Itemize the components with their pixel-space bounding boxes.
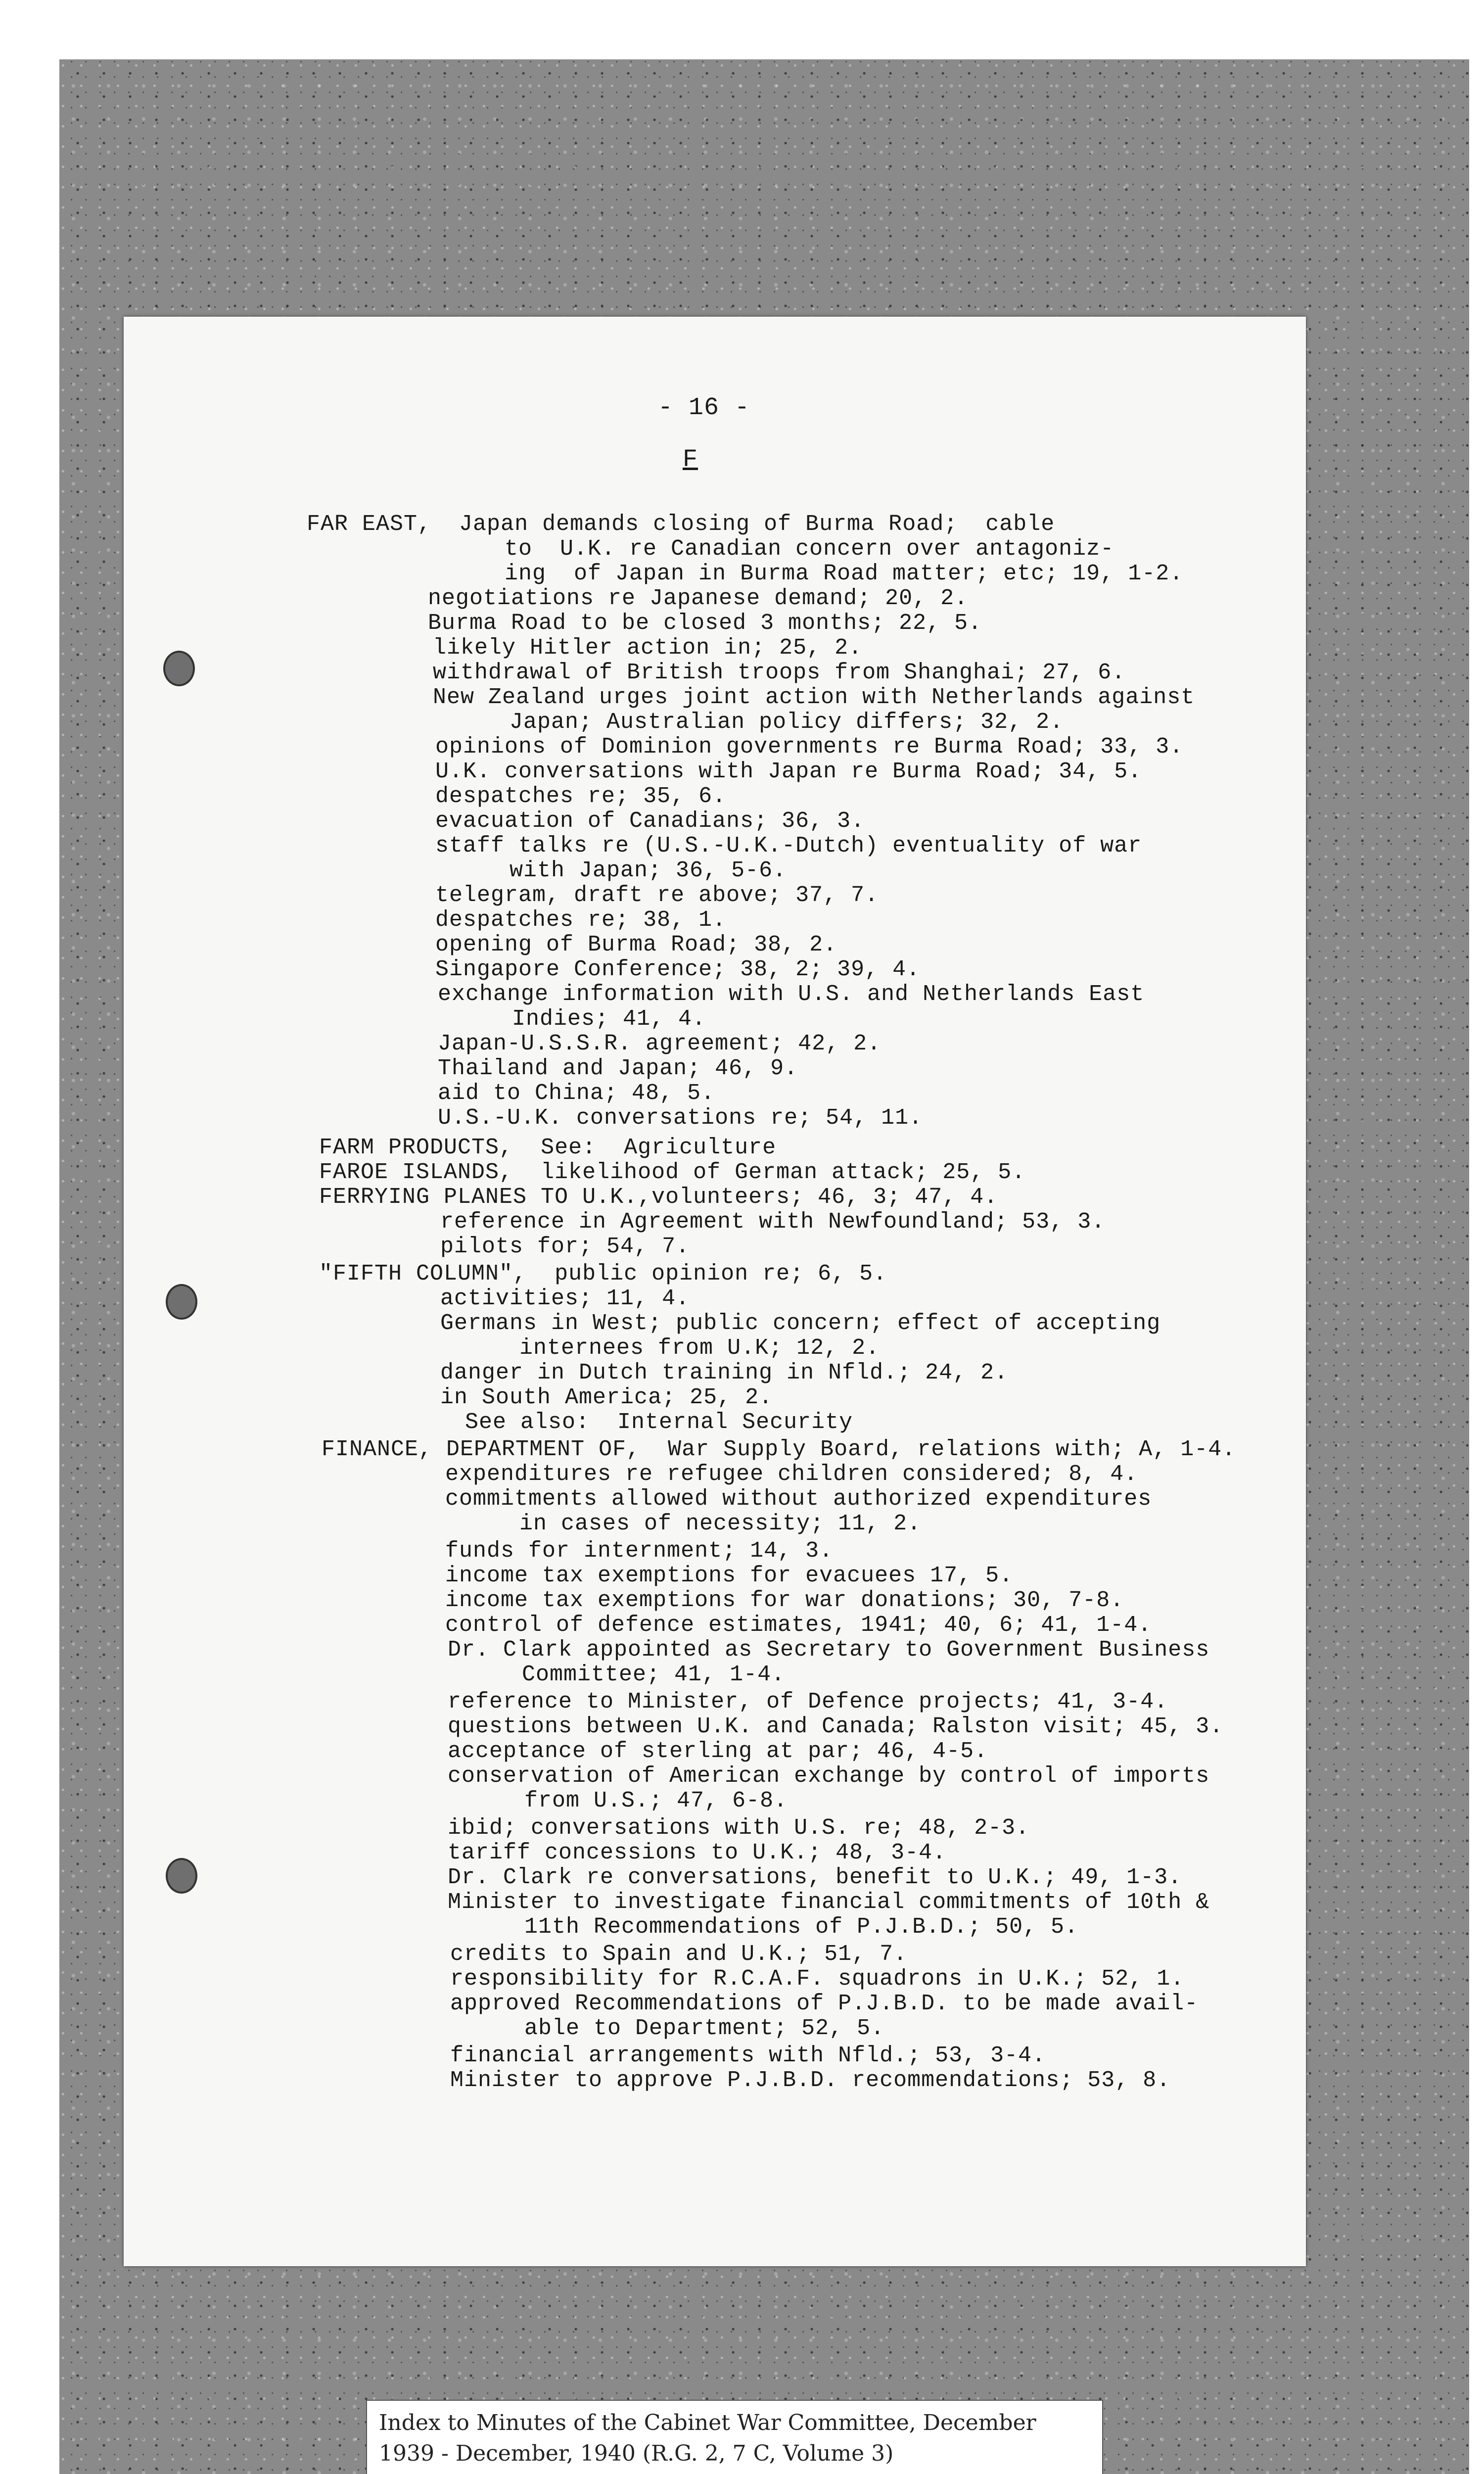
caption-line-2: 1939 - December, 1940 (R.G. 2, 7 C, Volume 3)	[379, 2441, 894, 2466]
entry-line: control of defence estimates, 1941; 40, 6; 41, 1-4.	[445, 1613, 1152, 1638]
entry-line: aid to China; 48, 5.	[438, 1081, 715, 1106]
entry-line: to U.K. re Canadian concern over antagoniz-	[505, 536, 1114, 562]
entry-line: expenditures re refugee children considered; 8, 4.	[445, 1462, 1138, 1487]
entry-line: questions between U.K. and Canada; Ralston visit; 45, 3.	[448, 1714, 1224, 1739]
entry-line: income tax exemptions for war donations; 30, 7-8.	[445, 1588, 1124, 1613]
entry-line: despatches re; 38, 1.	[435, 907, 727, 933]
entry-line: Germans in West; public concern; effect of accepting	[440, 1311, 1161, 1336]
entry-line: funds for internment; 14, 3.	[445, 1538, 834, 1564]
entry-line: reference to Minister, of Defence projects; 41, 3-4.	[448, 1689, 1168, 1714]
entry-line: approved Recommendations of P.J.B.D. to be made avail-	[450, 1991, 1199, 2016]
entry-line: Singapore Conference; 38, 2; 39, 4.	[435, 957, 921, 982]
entry-line: from U.S.; 47, 6-8.	[524, 1788, 788, 1813]
index-text	[124, 317, 1306, 2266]
entry-line: Indies; 41, 4.	[512, 1006, 706, 1032]
entry-heading-finance: FINANCE, DEPARTMENT OF, War Supply Board, relations with; A, 1-4.	[322, 1437, 1236, 1462]
entry-line: responsibility for R.C.A.F. squadrons in U.K.; 52, 1.	[450, 1966, 1185, 1992]
entry-heading-fifth-column: "FIFTH COLUMN", public opinion re; 6, 5.	[319, 1261, 887, 1286]
entry-line: Minister to approve P.J.B.D. recommendations; 53, 8.	[450, 2068, 1171, 2093]
entry-heading-ferrying-planes: FERRYING PLANES TO U.K.,volunteers; 46, 3; 47, 4.	[319, 1185, 998, 1210]
page-number: - 16 -	[658, 394, 750, 422]
entry-line: in South America; 25, 2.	[440, 1385, 773, 1410]
entry-line: 11th Recommendations of P.J.B.D.; 50, 5.	[524, 1914, 1079, 1940]
entry-line: acceptance of sterling at par; 46, 4-5.	[448, 1739, 988, 1764]
caption-line-1: Index to Minutes of the Cabinet War Committee, December	[379, 2410, 1036, 2435]
entry-line: activities; 11, 4.	[440, 1286, 690, 1311]
entry-line: U.S.-U.K. conversations re; 54, 11.	[438, 1105, 923, 1131]
section-letter: F	[683, 446, 698, 474]
entry-line: danger in Dutch training in Nfld.; 24, 2.	[440, 1360, 1009, 1385]
entry-heading-farm-products: FARM PRODUCTS, See: Agriculture	[319, 1135, 777, 1160]
entry-line: staff talks re (U.S.-U.K.-Dutch) eventuality of war	[435, 833, 1142, 858]
entry-line: opinions of Dominion governments re Burma Road; 33, 3.	[435, 734, 1184, 760]
index-page	[124, 317, 1306, 2266]
entry-line: despatches re; 35, 6.	[435, 784, 727, 809]
entry-line: ing of Japan in Burma Road matter; etc; 19, 1-2.	[505, 561, 1184, 586]
entry-line: internees from U.K; 12, 2.	[519, 1335, 880, 1361]
entry-line: conservation of American exchange by control of imports	[448, 1763, 1210, 1789]
entry-see-also: See also: Internal Security	[465, 1410, 853, 1435]
entry-line: credits to Spain and U.K.; 51, 7.	[450, 1942, 908, 1967]
entry-line: Japan-U.S.S.R. agreement; 42, 2.	[438, 1031, 881, 1056]
entry-line: financial arrangements with Nfld.; 53, 3-4.	[450, 2043, 1046, 2068]
entry-line: Thailand and Japan; 46, 9.	[438, 1056, 798, 1081]
entry-line: reference in Agreement with Newfoundland; 53, 3.	[440, 1209, 1106, 1235]
entry-line: opening of Burma Road; 38, 2.	[435, 932, 837, 957]
entry-line: negotiations re Japanese demand; 20, 2.	[428, 586, 969, 611]
entry-line: U.K. conversations with Japan re Burma Road; 34, 5.	[435, 759, 1142, 784]
collection-caption	[366, 2400, 1103, 2474]
entry-line: New Zealand urges joint action with Netherlands against	[433, 685, 1195, 710]
entry-heading-faroe-islands: FAROE ISLANDS, likelihood of German attack; 25, 5.	[319, 1160, 1026, 1185]
entry-line: Minister to investigate financial commitments of 10th &	[448, 1890, 1210, 1915]
entry-line: telegram, draft re above; 37, 7.	[435, 883, 879, 908]
entry-line: exchange information with U.S. and Netherlands East	[438, 982, 1145, 1007]
entry-line: commitments allowed without authorized expenditures	[445, 1486, 1152, 1512]
entry-line: Japan; Australian policy differs; 32, 2.	[510, 710, 1064, 735]
entry-line: in cases of necessity; 11, 2.	[519, 1511, 922, 1536]
entry-line: able to Department; 52, 5.	[524, 2016, 885, 2041]
entry-line: ibid; conversations with U.S. re; 48, 2-3.	[448, 1815, 1030, 1841]
entry-line: evacuation of Canadians; 36, 3.	[435, 809, 865, 834]
entry-line: likely Hitler action in; 25, 2.	[433, 635, 863, 661]
entry-line: income tax exemptions for evacuees 17, 5.	[445, 1563, 1014, 1588]
entry-line: withdrawal of British troops from Shanghai; 27, 6.	[433, 660, 1126, 685]
entry-heading-far-east: FAR EAST, Japan demands closing of Burma Road; cable	[307, 512, 1055, 537]
entry-line: Burma Road to be closed 3 months; 22, 5.	[428, 611, 982, 636]
entry-line: Dr. Clark appointed as Secretary to Government Business	[448, 1637, 1210, 1663]
entry-line: pilots for; 54, 7.	[440, 1234, 690, 1259]
entry-line: Committee; 41, 1-4.	[522, 1662, 786, 1687]
entry-line: tariff concessions to U.K.; 48, 3-4.	[448, 1840, 947, 1865]
entry-line: with Japan; 36, 5-6.	[510, 858, 787, 883]
entry-line: Dr. Clark re conversations, benefit to U.K.; 49, 1-3.	[448, 1865, 1182, 1890]
